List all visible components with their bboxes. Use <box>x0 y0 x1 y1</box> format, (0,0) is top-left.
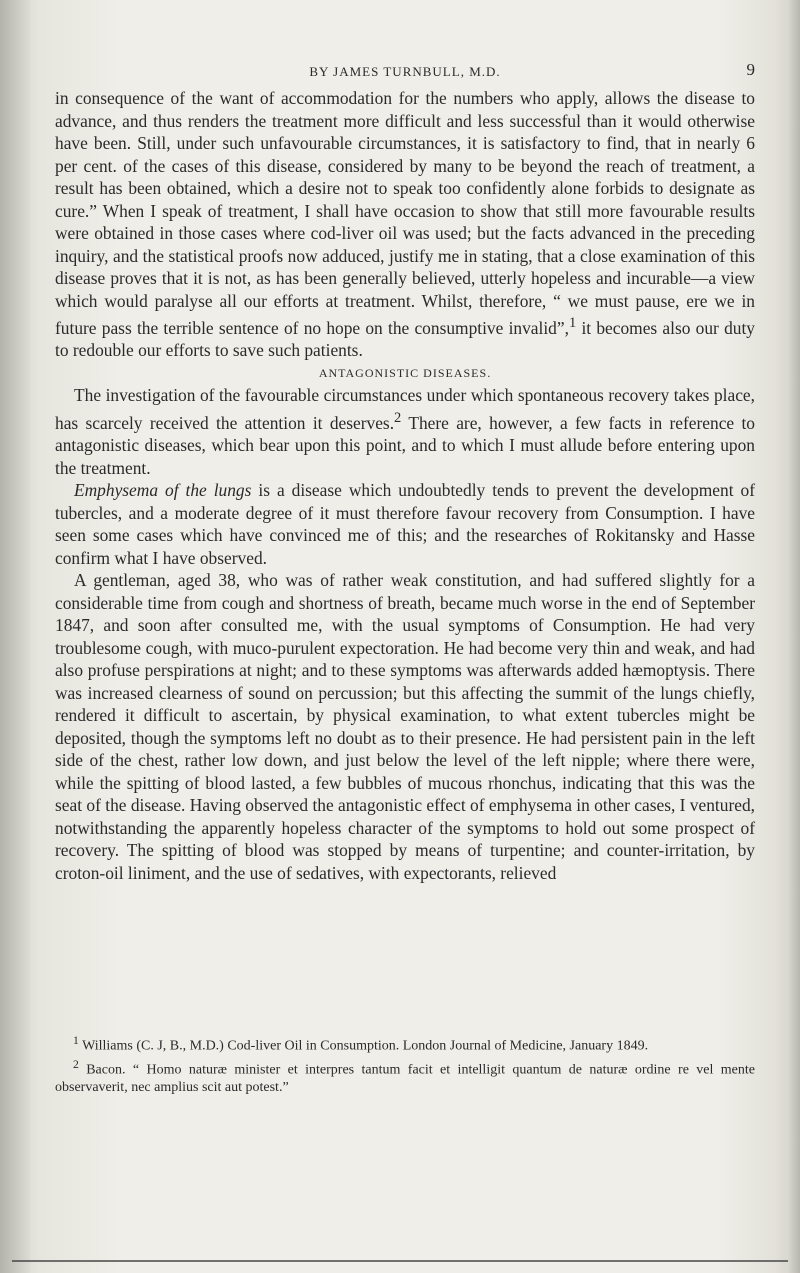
page-edge-shadow <box>786 0 800 1273</box>
page-number: 9 <box>746 60 755 79</box>
footnote-1 <box>55 1032 755 1056</box>
footnote-2 <box>55 1056 755 1098</box>
paragraph-2-end: There are, however, a few facts in reference to antagonistic diseases, which bear upon this point, and to which I must allude before entering upon the treatment. <box>55 412 755 478</box>
body-text <box>55 87 755 884</box>
emphysema-term: Emphysema of the lungs <box>74 480 252 501</box>
section-heading: ANTAGONISTIC DISEASES. <box>318 365 492 380</box>
footnote-2-mark: 2 <box>73 1057 79 1071</box>
footnote-1-mark: 1 <box>73 1034 79 1047</box>
paragraph-2-text: The investigation of the favourable circumstances under which spontaneous recovery takes place, has scarcely received the attention it deserves. <box>55 385 755 433</box>
page-header <box>55 62 755 82</box>
paragraph-4-text: A gentleman, aged 38, who was of rather weak constitution, and had suffered slightly for a considerable time from cough and shortness of breath, became much worse in the end of September 1847, and soon after consulted me, with the usual symptoms of Consumption. He had very troublesome cough, with muco-purulent expectoration. He had become very thin and weak, and had also profuse perspirations at night; and to these symptoms was afterwards added hæmoptysis. There was increased clearness of sound on percussion; but this affecting the summit of the lungs chiefly, rendered it difficult to ascertain, by physical examination, to what extent tubercles might be deposited, though the symptoms left no doubt as to their presence. He had persistent pain in the left side of the chest, rather low down, and just below the level of the left nipple; where there were, while the spitting of blood lasted, a few bubbles of mucous rhonchus, indicating that this was the seat of the disease. Having observed the antagonistic effect of emphysema in other cases, I ventured, notwithstanding the apparently hopeless character of the symptoms to hold out some prospect of recovery. The spitting of blood was stopped by means of turpentine; and counter-irritation, by croton-oil liniment, and the use of sedatives, with expectorants, relieved <box>55 570 755 883</box>
paragraph-4 <box>55 569 755 884</box>
running-head: BY JAMES TURNBULL, M.D. <box>309 64 501 79</box>
binding-shadow <box>0 0 30 1273</box>
page-bottom-edge <box>12 1260 788 1262</box>
paragraph-2 <box>55 384 755 479</box>
footnote-ref-1: 1 <box>568 315 577 331</box>
footnotes <box>55 1032 755 1097</box>
footnote-ref-2: 2 <box>394 409 402 426</box>
paragraph-1-end: it becomes also our duty to redouble our efforts to save such patients. <box>55 317 755 361</box>
footnote-1-text: Williams (C. J, B., M.D.) Cod-liver Oil in Consumption. London Journal of Medicine, January 1849. <box>78 1038 649 1054</box>
paragraph-3 <box>55 479 755 569</box>
paragraph-1-text: in consequence of the want of accommodation for the numbers who apply, allows the disease to advance, and thus renders the treatment more difficult and less successful than it would otherwise have been. Still, under such unfavourable circumstances, it is satisfactory to find, that in nearly 6 per cent. of the cases of this disease, considered by many to be beyond the reach of treatment, a result has been obtained, which a desire not to speak too confidently alone forbids to designate as cure.” When I speak of treatment, I shall have occasion to show that still more favourable results were obtained in those cases where cod-liver oil was used; but the facts advanced in the preceding inquiry, and the statistical proofs now adduced, justify me in stating, that a close examination of this disease proves that it is not, as has been generally believed, utterly hopeless and incurable—a view which would paralyse all our efforts at treatment. Whilst, therefore, “ we must pause, ere we in future pass the terrible sentence of no hope on the consumptive invalid”, <box>55 88 755 338</box>
footnote-2-text: Bacon. “ Homo naturæ minister et interpres tantum facit et intelligit quantum de naturæ ordine re vel mente observaverit, nec amplius scit aut potest.” <box>55 1062 755 1096</box>
paragraph-3-text: is a disease which undoubtedly tends to prevent the development of tubercles, and a moderate degree of it must therefore favour recovery from Consumption. I have seen some cases which have convinced me of this; and the researches of Rokitansky and Hasse confirm what I have observed. <box>55 480 755 568</box>
paragraph-1 <box>55 87 755 362</box>
